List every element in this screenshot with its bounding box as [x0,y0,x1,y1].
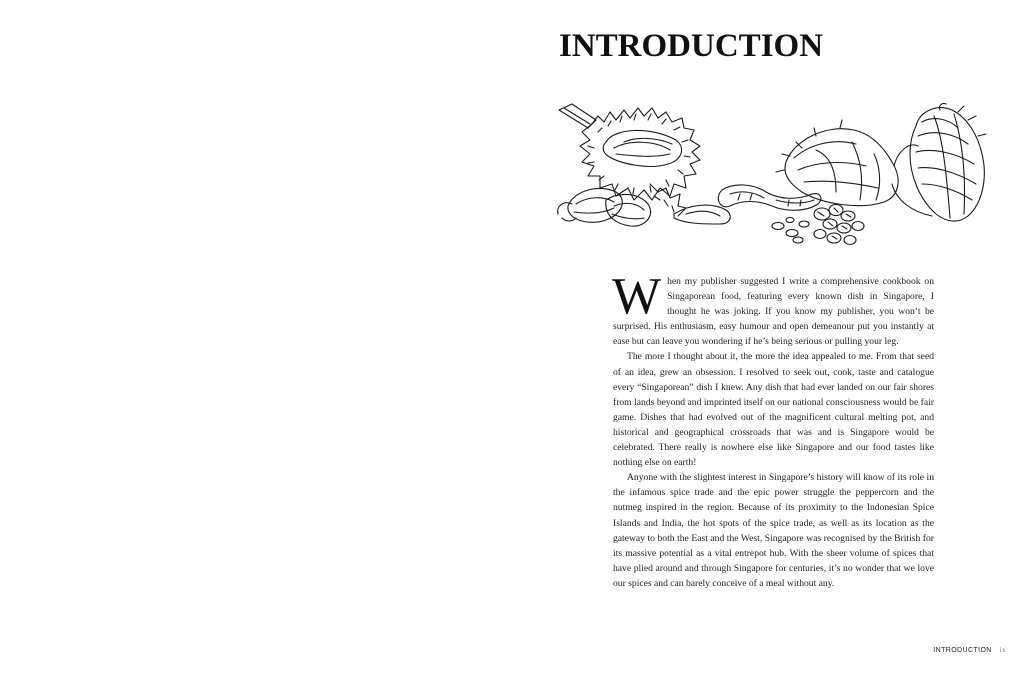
napa-cabbage-drawing [892,103,986,221]
paragraph-3: Anyone with the slightest interest in Singapore’s history will know of its role in the infamous spice trade and the epic power struggle the peppercorn and the nutmeg inspired in the region. Because of its proximity to the Indonesian Spice Islands and India, the hot spots of the spice trade, as well as its location as the gateway to both the East and the West, Singapore was recognised by the British for its massive potential as a vital entrepot hub. With the sheer volume of spices that have plied around and through Singapore for centuries, it’s no wonder that we love our spices and can barely conceive of a meal without any. [613,472,934,589]
page-footer [933,646,1006,654]
nuts-pile-drawing [814,205,864,245]
right-page [512,0,1024,674]
footer-section-label: INTRODUCTION [933,647,992,654]
paragraph-1 [612,268,934,349]
paragraph-1-text: hen my publisher suggested I write a comprehensive cookbook on Singaporean food, featuring every known dish in Singapore, I thought he was joking. If you know my publisher, you won’t be surprised. His enthusiasm, easy humour and open demeanour put you instantly at ease but can leave you wondering if he’s being serious or pulling your leg. [613,276,934,348]
peanut-pods-drawing [674,185,821,243]
produce-illustration [554,96,994,256]
cabbage-drawing [776,120,898,206]
drop-cap: W [612,268,662,325]
page-number: ix [999,646,1006,654]
paragraph-2: The more I thought about it, the more the idea appealed to me. From that seed of an idea, grew an obsession. I resolved to seek out, cook, taste and catalogue every “Singaporean” dish I knew. Any dish that had ever landed on our fair shores from lands beyond and imprinted itself on our national consciousness would be fair game. Dishes that had evolved out of the magnificent cultural melting pot, and historical and geographical crossroads that was and is Singapore would be celebrated. There really is nowhere else like Singapore and our food tastes like nothing else on earth! [613,351,934,469]
body-text [612,268,934,591]
durian-drawing [559,104,700,200]
page-title: INTRODUCTION [559,28,824,64]
durian-pods-drawing [558,184,686,226]
